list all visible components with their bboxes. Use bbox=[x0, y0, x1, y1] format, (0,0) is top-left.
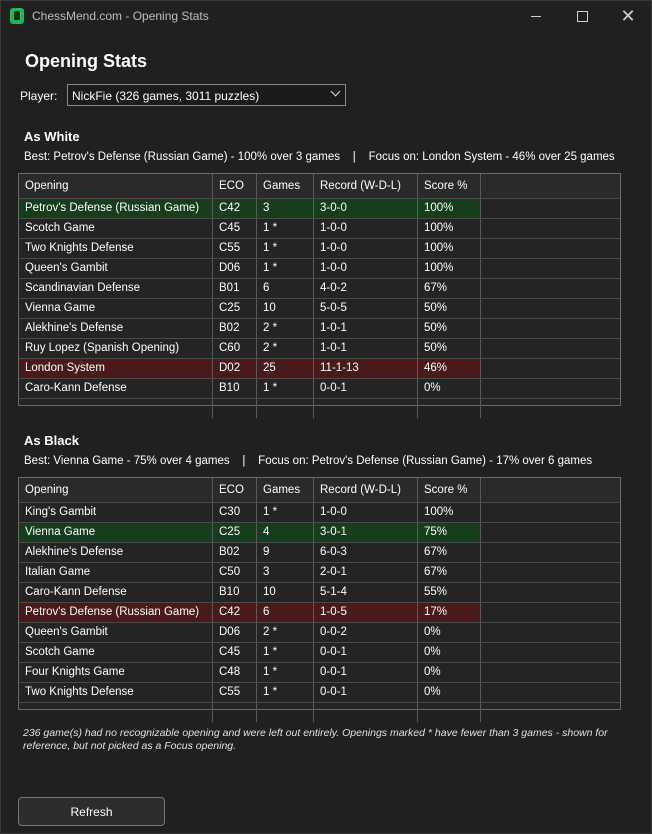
cell-games: 1 * bbox=[257, 219, 314, 238]
table-row[interactable] bbox=[19, 278, 620, 298]
row-filler bbox=[481, 279, 622, 298]
cell-score: 50% bbox=[418, 299, 481, 318]
player-label: Player: bbox=[20, 89, 58, 103]
column-header-record-col[interactable]: Record (W-D-L) bbox=[314, 174, 418, 198]
table-row[interactable] bbox=[19, 682, 620, 702]
cell-opening: Alekhine's Defense bbox=[19, 319, 213, 338]
table-row[interactable] bbox=[19, 358, 620, 378]
column-header-games-col[interactable]: Games bbox=[257, 478, 314, 502]
minimize-button[interactable] bbox=[513, 1, 559, 32]
row-filler bbox=[481, 603, 622, 622]
table-row[interactable] bbox=[19, 378, 620, 398]
cell-record: 1-0-1 bbox=[314, 319, 418, 338]
row-filler bbox=[481, 563, 622, 582]
empty-cell bbox=[314, 703, 418, 722]
cell-games: 3 bbox=[257, 563, 314, 582]
row-filler bbox=[481, 379, 622, 398]
cell-record: 0-0-1 bbox=[314, 683, 418, 702]
cell-record: 1-0-0 bbox=[314, 239, 418, 258]
cell-score: 75% bbox=[418, 523, 481, 542]
player-select-value: NickFie (326 games, 3011 puzzles) bbox=[72, 89, 260, 103]
empty-cell bbox=[418, 703, 481, 722]
cell-score: 100% bbox=[418, 219, 481, 238]
cell-score: 0% bbox=[418, 643, 481, 662]
cell-opening: Vienna Game bbox=[19, 523, 213, 542]
cell-record: 1-0-5 bbox=[314, 603, 418, 622]
table-row[interactable] bbox=[19, 582, 620, 602]
cell-record: 3-0-1 bbox=[314, 523, 418, 542]
cell-score: 50% bbox=[418, 339, 481, 358]
cell-score: 0% bbox=[418, 683, 481, 702]
cell-opening: Italian Game bbox=[19, 563, 213, 582]
cell-score: 0% bbox=[418, 379, 481, 398]
empty-cell bbox=[19, 399, 213, 418]
cell-eco: C50 bbox=[213, 563, 257, 582]
cell-eco: C30 bbox=[213, 503, 257, 522]
white-section-title: As White bbox=[24, 129, 80, 144]
cell-record: 6-0-3 bbox=[314, 543, 418, 562]
black-section-title: As Black bbox=[24, 433, 79, 448]
cell-games: 25 bbox=[257, 359, 314, 378]
cell-opening: Queen's Gambit bbox=[19, 623, 213, 642]
cell-games: 9 bbox=[257, 543, 314, 562]
cell-score: 67% bbox=[418, 563, 481, 582]
page-title: Opening Stats bbox=[25, 51, 148, 71]
cell-eco: B02 bbox=[213, 543, 257, 562]
close-button[interactable] bbox=[605, 1, 651, 32]
table-row[interactable] bbox=[19, 542, 620, 562]
cell-eco: B01 bbox=[213, 279, 257, 298]
table-row[interactable] bbox=[19, 258, 620, 278]
cell-opening: Scotch Game bbox=[19, 219, 213, 238]
cell-games: 10 bbox=[257, 583, 314, 602]
row-filler bbox=[481, 299, 622, 318]
black-summary: Best: Vienna Game - 75% over 4 games | Focus on: Petrov's Defense (Russian Game) - 17% over 6 games bbox=[24, 455, 593, 467]
cell-eco: C45 bbox=[213, 643, 257, 662]
cell-eco: D06 bbox=[213, 623, 257, 642]
column-header-score-col[interactable]: Score % bbox=[418, 478, 481, 502]
cell-eco: C25 bbox=[213, 523, 257, 542]
cell-games: 2 * bbox=[257, 319, 314, 338]
table-header bbox=[19, 478, 620, 502]
row-filler bbox=[481, 319, 622, 338]
cell-score: 100% bbox=[418, 199, 481, 218]
cell-eco: C55 bbox=[213, 239, 257, 258]
row-filler bbox=[481, 543, 622, 562]
cell-record: 5-1-4 bbox=[314, 583, 418, 602]
cell-opening: Scandinavian Defense bbox=[19, 279, 213, 298]
chevron-down-icon bbox=[331, 87, 341, 97]
row-filler bbox=[481, 623, 622, 642]
cell-opening: Caro-Kann Defense bbox=[19, 379, 213, 398]
cell-record: 1-0-1 bbox=[314, 339, 418, 358]
cell-games: 2 * bbox=[257, 623, 314, 642]
table-row[interactable] bbox=[19, 238, 620, 258]
cell-opening: Vienna Game bbox=[19, 299, 213, 318]
table-row[interactable] bbox=[19, 622, 620, 642]
cell-eco: C42 bbox=[213, 199, 257, 218]
cell-record: 4-0-2 bbox=[314, 279, 418, 298]
cell-record: 3-0-0 bbox=[314, 199, 418, 218]
cell-eco: B10 bbox=[213, 583, 257, 602]
cell-opening: Two Knights Defense bbox=[19, 683, 213, 702]
cell-record: 1-0-0 bbox=[314, 503, 418, 522]
row-filler bbox=[481, 683, 622, 702]
cell-opening: Scotch Game bbox=[19, 643, 213, 662]
cell-games: 1 * bbox=[257, 259, 314, 278]
cell-score: 0% bbox=[418, 663, 481, 682]
cell-opening: Caro-Kann Defense bbox=[19, 583, 213, 602]
cell-score: 50% bbox=[418, 319, 481, 338]
cell-games: 1 * bbox=[257, 683, 314, 702]
cell-games: 3 bbox=[257, 199, 314, 218]
row-filler bbox=[481, 503, 622, 522]
row-filler bbox=[481, 523, 622, 542]
column-filler bbox=[481, 174, 622, 198]
maximize-icon bbox=[577, 11, 588, 22]
player-select[interactable] bbox=[67, 84, 346, 106]
cell-score: 100% bbox=[418, 259, 481, 278]
column-header-eco-col[interactable]: ECO bbox=[213, 174, 257, 198]
row-filler bbox=[481, 663, 622, 682]
cell-eco: C42 bbox=[213, 603, 257, 622]
table-header bbox=[19, 174, 620, 198]
row-filler bbox=[481, 219, 622, 238]
cell-record: 1-0-0 bbox=[314, 259, 418, 278]
empty-cell bbox=[257, 399, 314, 418]
row-filler bbox=[481, 199, 622, 218]
table-row[interactable] bbox=[19, 522, 620, 542]
cell-games: 4 bbox=[257, 523, 314, 542]
cell-eco: C60 bbox=[213, 339, 257, 358]
table-row[interactable] bbox=[19, 218, 620, 238]
table-row[interactable] bbox=[19, 502, 620, 522]
close-icon: ✕ bbox=[620, 5, 636, 27]
cell-opening: Queen's Gambit bbox=[19, 259, 213, 278]
cell-score: 100% bbox=[418, 239, 481, 258]
cell-score: 67% bbox=[418, 279, 481, 298]
cell-eco: C25 bbox=[213, 299, 257, 318]
cell-games: 1 * bbox=[257, 503, 314, 522]
cell-record: 1-0-0 bbox=[314, 219, 418, 238]
table-row[interactable] bbox=[19, 338, 620, 358]
column-header-games-col[interactable]: Games bbox=[257, 174, 314, 198]
title-bar bbox=[1, 1, 651, 32]
cell-games: 6 bbox=[257, 279, 314, 298]
table-row[interactable] bbox=[19, 642, 620, 662]
cell-eco: B02 bbox=[213, 319, 257, 338]
cell-record: 2-0-1 bbox=[314, 563, 418, 582]
cell-opening: Petrov's Defense (Russian Game) bbox=[19, 199, 213, 218]
cell-record: 0-0-1 bbox=[314, 379, 418, 398]
cell-eco: C48 bbox=[213, 663, 257, 682]
cell-score: 17% bbox=[418, 603, 481, 622]
column-header-opening-col[interactable]: Opening bbox=[19, 174, 213, 198]
column-header-eco-col[interactable]: ECO bbox=[213, 478, 257, 502]
cell-opening: Petrov's Defense (Russian Game) bbox=[19, 603, 213, 622]
table-row[interactable] bbox=[19, 298, 620, 318]
cell-score: 100% bbox=[418, 503, 481, 522]
cell-record: 11-1-13 bbox=[314, 359, 418, 378]
empty-cell bbox=[19, 703, 213, 722]
cell-opening: King's Gambit bbox=[19, 503, 213, 522]
cell-games: 1 * bbox=[257, 643, 314, 662]
cell-opening: Four Knights Game bbox=[19, 663, 213, 682]
white-summary: Best: Petrov's Defense (Russian Game) - 100% over 3 games | Focus on: London System - 46% over 25 games bbox=[24, 151, 615, 163]
minimize-icon bbox=[531, 16, 541, 17]
table-row[interactable] bbox=[19, 318, 620, 338]
table-row[interactable] bbox=[19, 198, 620, 218]
column-filler bbox=[481, 478, 622, 502]
cell-eco: D06 bbox=[213, 259, 257, 278]
empty-cell bbox=[213, 399, 257, 418]
cell-games: 1 * bbox=[257, 239, 314, 258]
row-filler bbox=[481, 239, 622, 258]
chess-pawn-icon bbox=[10, 8, 24, 24]
cell-score: 0% bbox=[418, 623, 481, 642]
cell-opening: Ruy Lopez (Spanish Opening) bbox=[19, 339, 213, 358]
cell-record: 0-0-1 bbox=[314, 643, 418, 662]
cell-record: 5-0-5 bbox=[314, 299, 418, 318]
row-filler bbox=[481, 339, 622, 358]
row-filler bbox=[481, 259, 622, 278]
empty-cell bbox=[257, 703, 314, 722]
cell-opening: Alekhine's Defense bbox=[19, 543, 213, 562]
table-row[interactable] bbox=[19, 662, 620, 682]
cell-record: 0-0-2 bbox=[314, 623, 418, 642]
cell-games: 1 * bbox=[257, 663, 314, 682]
row-filler bbox=[481, 583, 622, 602]
row-filler bbox=[481, 643, 622, 662]
table-row[interactable] bbox=[19, 602, 620, 622]
cell-games: 2 * bbox=[257, 339, 314, 358]
cell-score: 67% bbox=[418, 543, 481, 562]
column-header-score-col[interactable]: Score % bbox=[418, 174, 481, 198]
window-title: ChessMend.com - Opening Stats bbox=[32, 9, 209, 23]
cell-score: 55% bbox=[418, 583, 481, 602]
column-header-record-col[interactable]: Record (W-D-L) bbox=[314, 478, 418, 502]
cell-games: 10 bbox=[257, 299, 314, 318]
empty-cell bbox=[213, 703, 257, 722]
cell-eco: B10 bbox=[213, 379, 257, 398]
cell-games: 1 * bbox=[257, 379, 314, 398]
cell-eco: C45 bbox=[213, 219, 257, 238]
empty-cell bbox=[418, 399, 481, 418]
empty-row bbox=[19, 398, 620, 418]
cell-opening: London System bbox=[19, 359, 213, 378]
refresh-button[interactable]: Refresh bbox=[18, 797, 165, 826]
maximize-button[interactable] bbox=[559, 1, 605, 32]
cell-score: 46% bbox=[418, 359, 481, 378]
row-filler bbox=[481, 359, 622, 378]
cell-games: 6 bbox=[257, 603, 314, 622]
empty-row bbox=[19, 702, 620, 722]
white-openings-table bbox=[18, 173, 621, 406]
cell-eco: C55 bbox=[213, 683, 257, 702]
empty-cell bbox=[314, 399, 418, 418]
cell-record: 0-0-1 bbox=[314, 663, 418, 682]
cell-opening: Two Knights Defense bbox=[19, 239, 213, 258]
table-row[interactable] bbox=[19, 562, 620, 582]
column-header-opening-col[interactable]: Opening bbox=[19, 478, 213, 502]
black-openings-table bbox=[18, 477, 621, 710]
footnote: 236 game(s) had no recognizable opening and were left out entirely. Openings marked * have fewer than 3 games - shown for reference, but not picked as a Focus opening. bbox=[23, 727, 608, 752]
cell-eco: D02 bbox=[213, 359, 257, 378]
